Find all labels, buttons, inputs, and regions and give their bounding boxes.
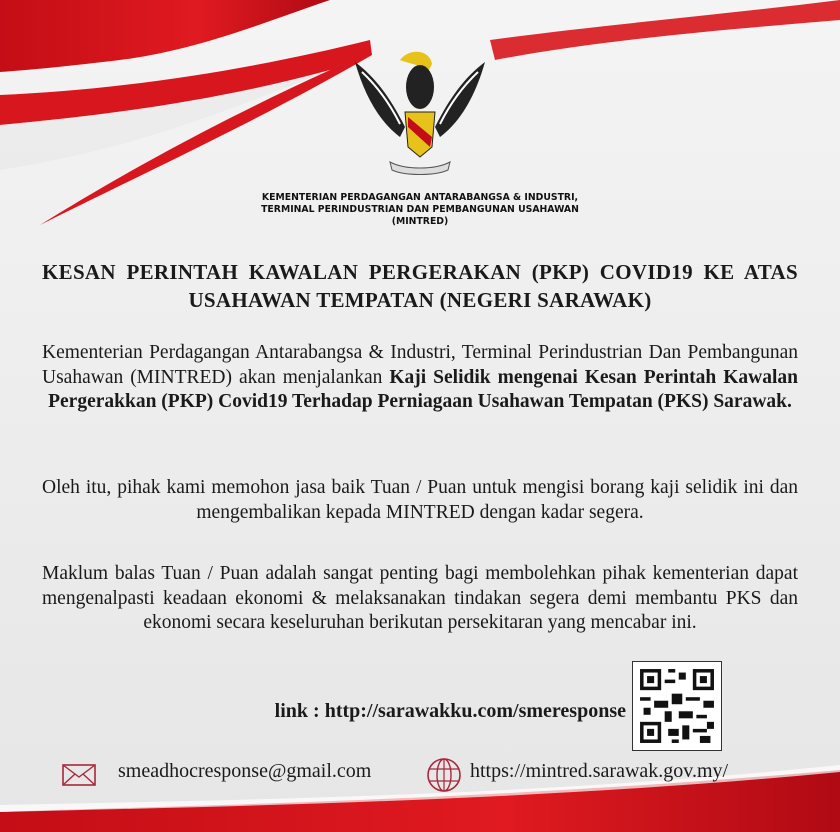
ministry-name xyxy=(200,192,640,228)
contact-website[interactable]: https://mintred.sarawak.gov.my/ xyxy=(470,760,729,782)
request-paragraph: Oleh itu, pihak kami memohon jasa baik Tuan / Puan untuk mengisi borang kaji selidik ini dan mengembalikan kepada MINTRED dengan kadar segera. xyxy=(42,477,798,523)
ministry-line: KEMENTERIAN PERDAGANGAN ANTARABANGSA & INDUSTRI, xyxy=(261,192,579,203)
survey-link[interactable]: link : http://sarawakku.com/smeresponse xyxy=(274,700,626,722)
ministry-line: (MINTRED) xyxy=(391,216,449,227)
intro-paragraph xyxy=(42,341,798,415)
email-icon xyxy=(62,764,96,786)
intro-text: Kementerian Perdagangan Antarabangsa & Industri, Terminal Perindustrian Dan Pembangunan Usahawan (MINTRED) akan menjalankan xyxy=(42,342,798,388)
importance-paragraph: Maklum balas Tuan / Puan adalah sangat penting bagi membolehkan pihak kementerian dapat mengenalpasti keadaan ekonomi & melaksanakan tindakan segera demi membantu PKS dan ekonomi secara keseluruhan berikutan persekitaran yang mencabar ini. xyxy=(42,563,798,633)
qr-code[interactable] xyxy=(632,661,722,751)
contact-email[interactable]: smeadhocresponse@gmail.com xyxy=(118,760,372,782)
intro-bold-text: Kaji Selidik mengenai Kesan Perintah Kawalan Pergerakkan (PKP) Covid19 Terhadap Perniagaan Usahawan Tempatan (PKS) Sarawak. xyxy=(48,366,798,412)
ministry-line: TERMINAL PERINDUSTRIAN DAN PEMBANGUNAN USAHAWAN xyxy=(261,204,579,215)
globe-icon xyxy=(426,757,462,793)
page-title: KESAN PERINTAH KAWALAN PERGERAKAN (PKP) COVID19 KE ATAS USAHAWAN TEMPATAN (NEGERI SARAWAK) xyxy=(42,260,798,312)
sarawak-coat-of-arms-logo xyxy=(350,42,490,192)
